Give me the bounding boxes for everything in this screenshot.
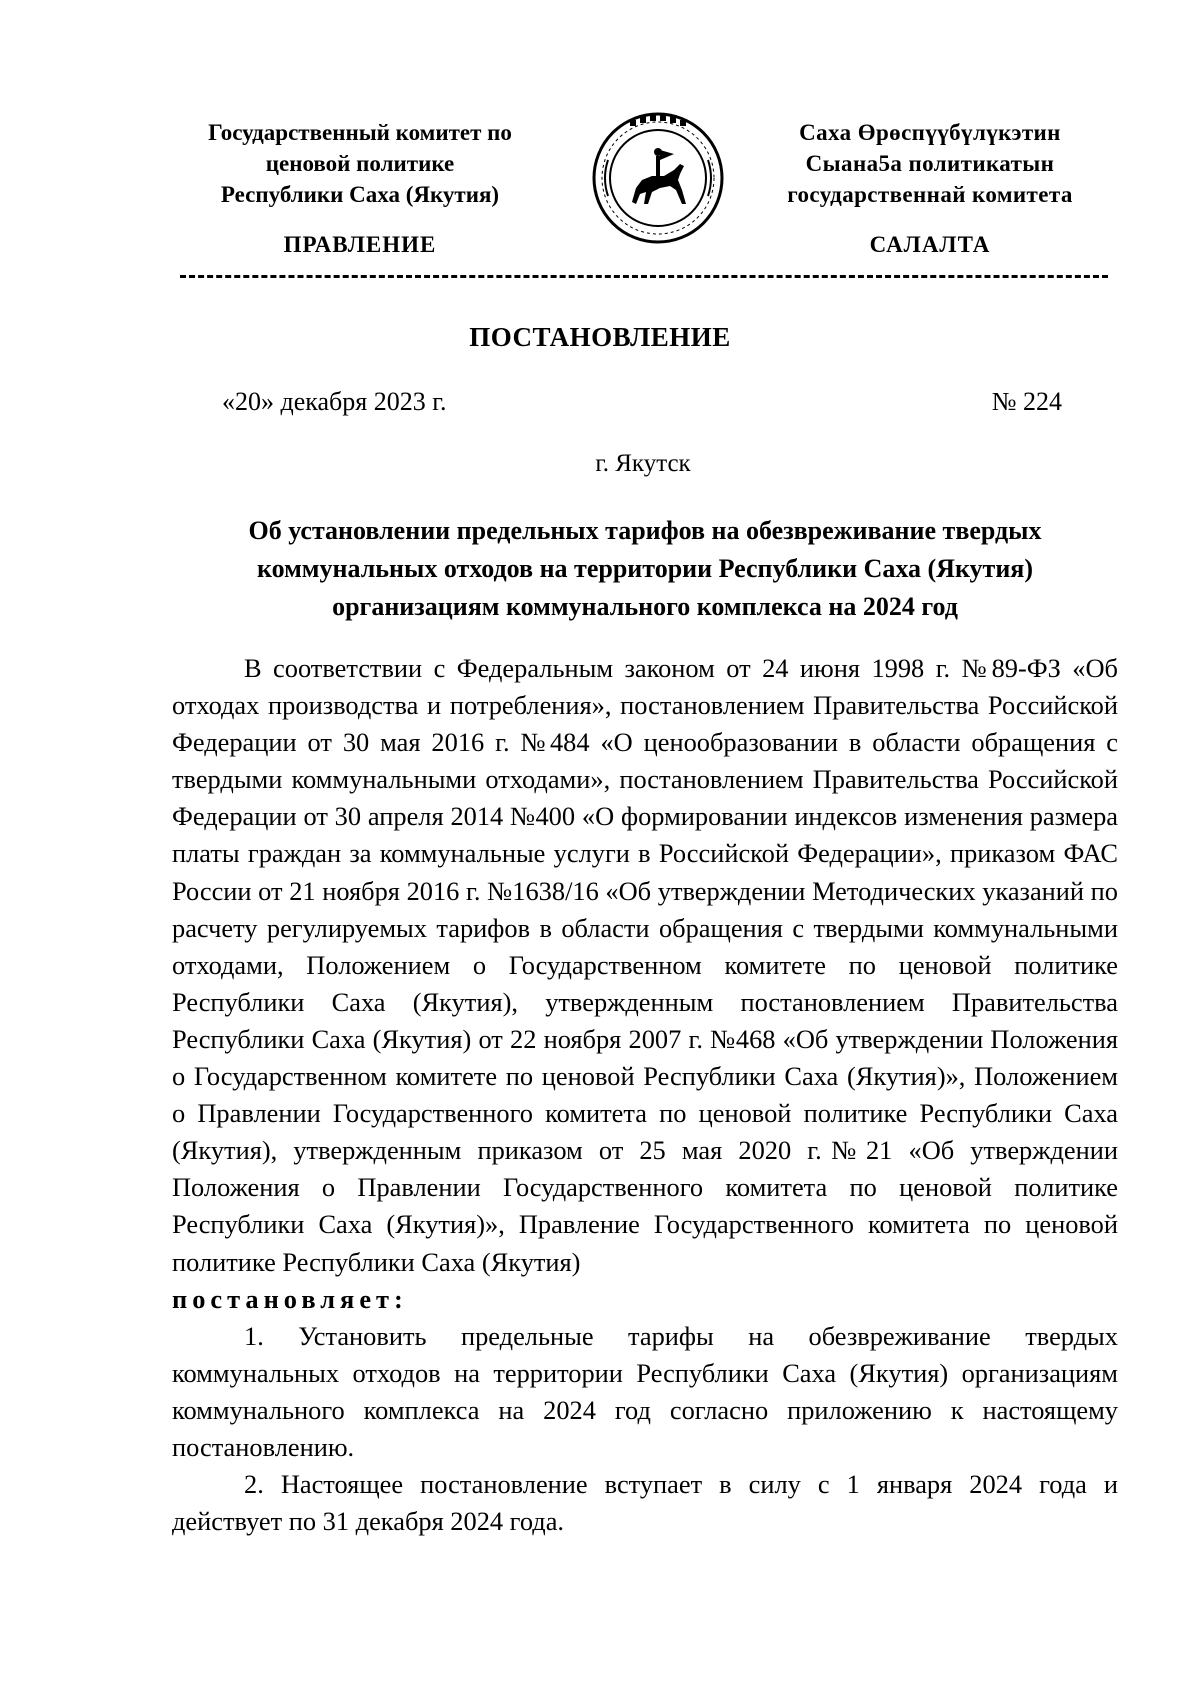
org-board-ru: ПРАВЛЕНИЕ: [283, 232, 437, 257]
document-body: [172, 650, 1118, 1540]
document-title: [170, 512, 1120, 626]
header-right-line: Сыана5а политикатын: [805, 151, 1055, 176]
preamble-paragraph: В соответствии с Федеральным законом от 24 июня 1998 г. №89-ФЗ «Об отходах производства и потребления», постановлением Правительства Российской Федерации от 30 мая 2016 г. №484 «О ценообразовании в области обращения с твердыми коммунальными отходами», постановлением Правительства Российской Федерации от 30 апреля 2014 №400 «О формировании индексов изменения размера платы граждан за коммунальные услуги в Российской Федерации», приказом ФАС России от 21 ноября 2016 г. №1638/16 «Об утверждении Методических указаний по расчету регулируемых тарифов в области обращения с твердыми коммунальными отходами, Положением о Государственном комитете по ценовой политике Республики Саха (Якутия), утвержденным постановлением Правительства Республики Саха (Якутия) от 22 ноября 2007 г. №468 «Об утверждении Положения о Государственном комитете по ценовой Республики Саха (Якутия)», Положением о Правлении Государственного комитета по ценовой политике Республики Саха (Якутия), утвержденным приказом от 25 мая 2020 г.№21 «Об утверждении Положения о Правлении Государственного комитета по ценовой политике Республики Саха (Якутия)», Правление Государственного комитета по ценовой политике Республики Саха (Якутия): [172, 653, 1118, 1277]
decree-word: постановляет:: [172, 1283, 408, 1314]
document-type: ПОСТАНОВЛЕНИЕ: [469, 322, 731, 352]
header-right-line: государственнай комитета: [787, 182, 1073, 207]
header-left-ru: [170, 117, 550, 210]
header-left-line: ценовой политике: [265, 151, 455, 176]
title-line: организациям коммунального комплекса на 2024 год: [332, 592, 958, 621]
decree-item: 1. Установить предельные тарифы на обезвреживание твердых коммунальных отходов на территории Республики Саха (Якутия) организациям коммунального комплекса на 2024 год согласно приложению к настоящему постановлению.: [172, 1320, 1118, 1462]
org-board-sah: САЛАЛТА: [869, 232, 991, 257]
header-separator: [180, 275, 1108, 278]
header-left-line: Республики Саха (Якутия): [220, 182, 500, 207]
header-right-sah: [740, 117, 1120, 210]
title-line: Об установлении предельных тарифов на обезвреживание твердых: [248, 516, 1042, 545]
coat-of-arms-sakha-icon: [590, 110, 726, 246]
header-left-line: Государственный комитет по: [208, 120, 512, 145]
document-date: «20» декабря 2023 г.: [222, 387, 447, 416]
title-line: коммунальных отходов на территории Республики Саха (Якутия): [256, 554, 1034, 583]
document-city: г. Якутск: [595, 450, 691, 477]
header-right-line: Саха Өрөспүүбүлүкэтин: [799, 120, 1061, 145]
document-number: № 224: [991, 387, 1062, 416]
decree-item: 2. Настоящее постановление вступает в силу с 1 января 2024 года и действует по 31 декабря 2024 года.: [172, 1469, 1118, 1537]
